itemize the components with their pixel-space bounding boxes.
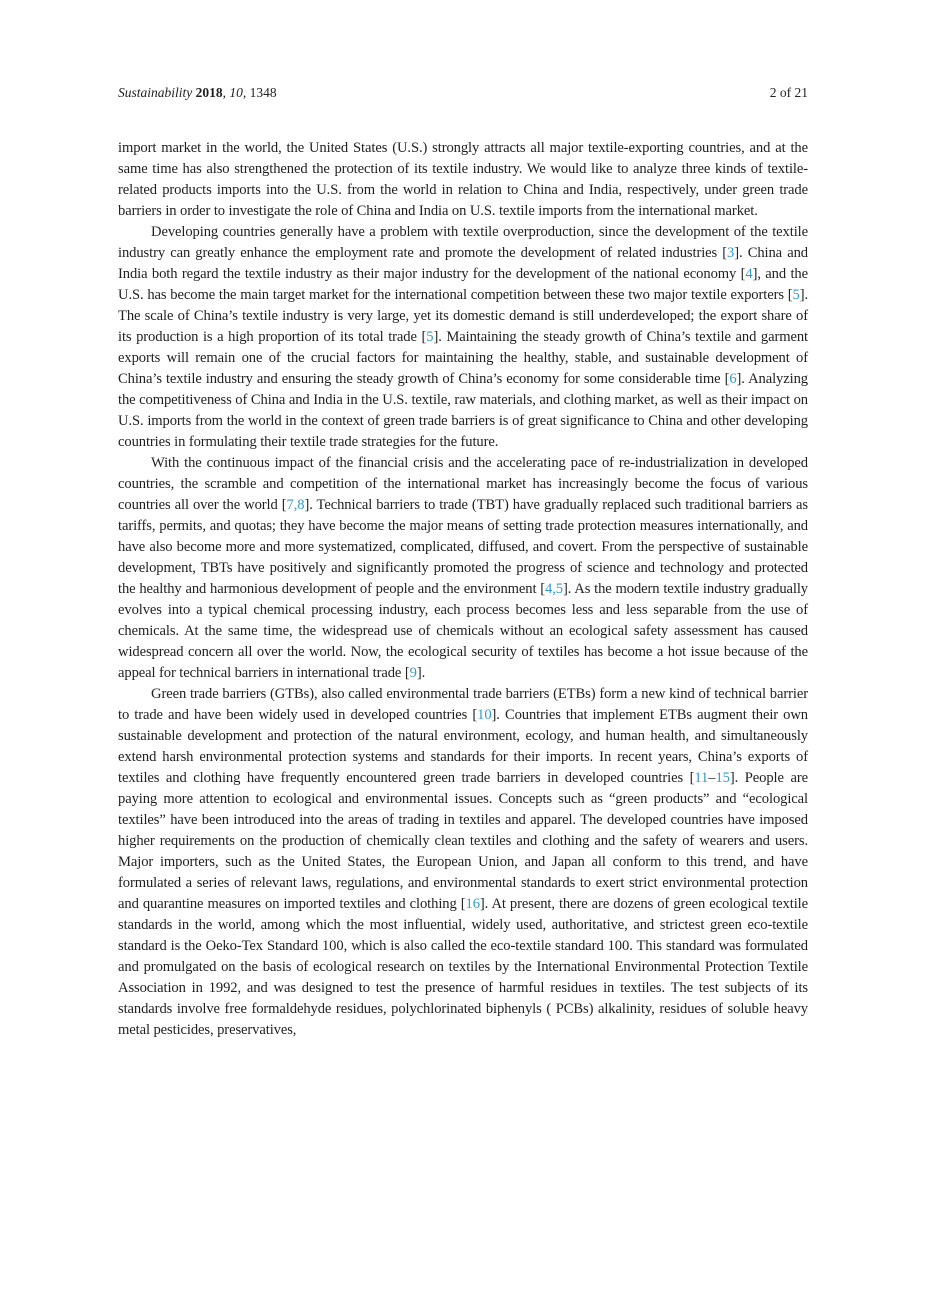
paragraph [118,222,808,453]
citation-link[interactable]: 9 [409,665,417,681]
text-run: ]. Analyzing the competitiveness of China and India in the U.S. textile, raw materials, and clothing market, as well as their impact on U.S. imports from the world in the context of green trade barriers is of great significance to China and other developing countries in formulating their textile trade strategies for the future. [118,371,808,450]
citation-link[interactable]: 5 [792,287,800,303]
text-run: ]. People are paying more attention to ecological and environmental issues. Concepts such as “green products” and “ecological textiles” have been introduced into the areas of trading in textiles and apparel. The developed countries have imposed higher requirements on the production of chemically clean textiles and clothing and the safety of wearers and users. Major importers, such as the United States, the European Union, and Japan all conform to this trend, and have formulated a series of relevant laws, regulations, and environmental standards to exert strict environmental protection and quarantine measures on imported textiles and clothing [ [118,770,808,912]
text-run: Green trade barriers (GTBs), also called environmental trade barriers (ETBs) form a new kind of technical barrier to trade and have been widely used in developed countries [ [118,686,808,723]
citation-link[interactable]: 7,8 [286,497,305,513]
citation-link[interactable]: 6 [729,371,737,387]
journal-citation-run: 10 [229,85,243,100]
paragraph [118,138,808,222]
running-header [118,85,808,101]
text-run: ]. Maintaining the steady growth of China’s textile and garment exports will remain one of the crucial factors for maintaining the healthy, stable, and sustainable development of China’s textile industry and ensuring the steady growth of China’s economy for some considerable time [ [118,329,808,387]
journal-citation-run: 2018 [195,85,223,100]
text-run: ], and the U.S. has become the main target market for the international competition between these two major textile exporters [ [118,266,809,303]
text-run: import market in the world, the United States (U.S.) strongly attracts all major textile-exporting countries, and at the same time has also strengthened the protection of its textile industry. We would like to analyze three kinds of textile-related products imports into the U.S. from the world in relation to China and India, respectively, under green trade barriers in order to investigate the role of China and India on U.S. textile imports from the international market. [118,140,808,219]
text-run: – [708,770,716,786]
citation-link[interactable]: 16 [465,896,480,912]
text-run: ]. The scale of China’s textile industry is very large, yet its domestic demand is still underdeveloped; the export share of its production is a high proportion of its total trade [ [118,287,808,345]
citation-link[interactable]: 11 [694,770,709,786]
page-number: 2 of 21 [769,85,808,100]
text-run: Developing countries generally have a problem with textile overproduction, since the development of the textile industry can greatly enhance the employment rate and promote the development of related industries [ [118,224,808,261]
article-body [118,138,808,1041]
text-run: ]. At present, there are dozens of green ecological textile standards in the world, among which the most influential, widely used, authoritative, and strictest green eco-textile standard is the Oeko-Tex Standard 100, which is also called the eco-textile standard 100. This standard was formulated and promulgated on the basis of ecological research on textiles by the International Environmental Protection Textile Association in 1992, and was designed to test the presence of harmful residues in textiles. The test subjects of its standards involve free formaldehyde residues, polychlorinated biphenyls ( PCBs) alkalinity, residues of soluble heavy metal pesticides, preservatives, [118,896,808,1038]
citation-link[interactable]: 4 [745,266,753,282]
paragraph [118,453,808,684]
text-run: ]. Technical barriers to trade (TBT) have gradually replaced such traditional barriers as tariffs, permits, and quotas; they have become the major means of setting trade protection measures internationally, and have also become more and more systematized, complicated, diffused, and covert. From the perspective of sustainable development, TBTs have positively and significantly promoted the progress of science and technology and protected the healthy and harmonious development of people and the environment [ [118,497,808,597]
text-run: With the continuous impact of the financial crisis and the accelerating pace of re-industrialization in developed countries, the scramble and competition of the international market has increasingly become the focus of various countries all over the world [ [118,455,808,513]
citation-link[interactable]: 3 [727,245,735,261]
citation-link[interactable]: 10 [477,707,492,723]
journal-citation [118,85,277,101]
text-run: ]. China and India both regard the textile industry as their major industry for the development of the national economy [ [118,245,808,282]
journal-citation-run: Sustainability [118,85,193,100]
journal-citation-run: , 1348 [242,85,277,100]
text-run: ]. [416,665,426,681]
citation-link[interactable]: 4,5 [545,581,563,597]
paragraph [118,684,808,1041]
text-run: ]. Countries that implement ETBs augment their own sustainable development and protection of the natural environment, ecology, and human health, and simultaneously extend harsh environmental protection systems and standards for their imports. In recent years, China’s exports of textiles and clothing have frequently encountered green trade barriers in developed countries [ [118,707,808,786]
text-run: ]. As the modern textile industry gradually evolves into a typical chemical processing industry, each process becomes less and less separable from the use of chemicals. At the same time, the widespread use of chemicals without an ecological safety assessment has caused widespread concern all over the world. Now, the ecological security of textiles has become a hot issue because of the appeal for technical barriers in international trade [ [118,581,808,681]
citation-link[interactable]: 15 [715,770,730,786]
citation-link[interactable]: 5 [426,329,434,345]
journal-citation-run: , [222,85,230,100]
